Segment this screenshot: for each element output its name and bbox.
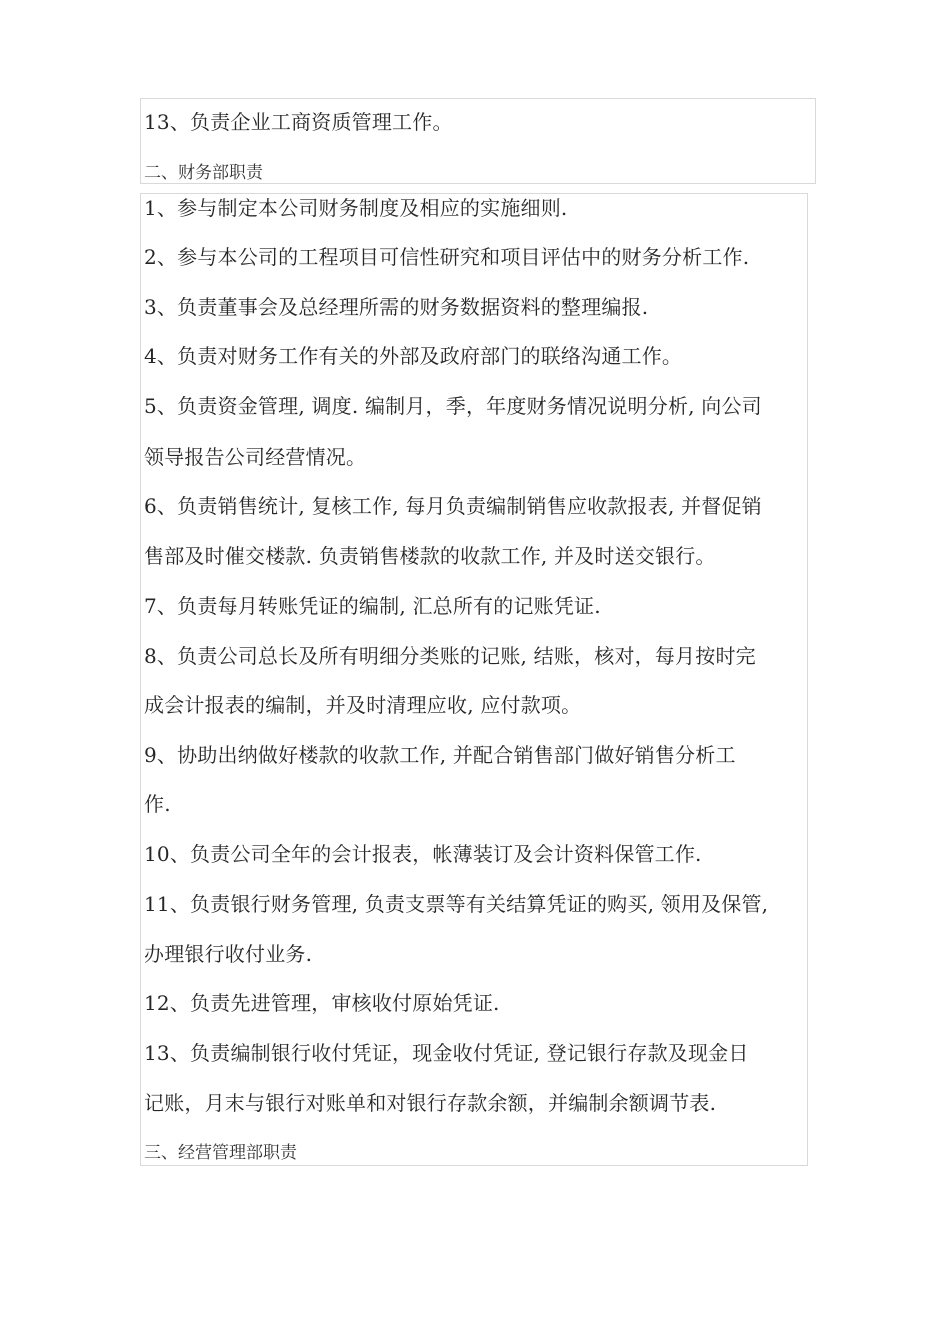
section-heading-finance: 二、财务部职责 <box>144 163 263 183</box>
duty-line: 6、负责销售统计, 复核工作, 每月负责编制销售应收款报表, 并督促销 <box>144 494 762 518</box>
duty-line: 10、负责公司全年的会计报表，帐薄装订及会计资料保管工作. <box>144 842 702 866</box>
duty-line: 成会计报表的编制，并及时清理应收, 应付款项。 <box>144 693 582 717</box>
section-heading-operations: 三、经营管理部职责 <box>144 1143 297 1163</box>
duty-line: 9、协助出纳做好楼款的收款工作, 并配合销售部门做好销售分析工 <box>144 743 736 767</box>
duty-line: 售部及时催交楼款. 负责销售楼款的收款工作, 并及时送交银行。 <box>144 544 716 568</box>
duty-line: 作. <box>144 792 171 816</box>
section-frame <box>140 193 808 1166</box>
duty-line: 13、负责编制银行收付凭证，现金收付凭证, 登记银行存款及现金日 <box>144 1041 749 1065</box>
duty-line: 2、参与本公司的工程项目可信性研究和项目评估中的财务分析工作. <box>144 245 750 269</box>
duty-line: 记账，月末与银行对账单和对银行存款余额，并编制余额调节表. <box>144 1091 717 1115</box>
duty-line: 7、负责每月转账凭证的编制, 汇总所有的记账凭证. <box>144 594 601 618</box>
duty-line: 办理银行收付业务. <box>144 942 313 966</box>
top-item-text: 13、负责企业工商资质管理工作。 <box>144 110 453 134</box>
duty-line: 1、参与制定本公司财务制度及相应的实施细则. <box>144 196 568 220</box>
duty-line: 11、负责银行财务管理, 负责支票等有关结算凭证的购买, 领用及保管, <box>144 892 769 916</box>
duty-line: 5、负责资金管理, 调度. 编制月，季，年度财务情况说明分析, 向公司 <box>144 394 762 418</box>
duty-line: 4、负责对财务工作有关的外部及政府部门的联络沟通工作。 <box>144 344 683 368</box>
duty-line: 领导报告公司经营情况。 <box>144 445 367 469</box>
duty-line: 12、负责先进管理，审核收付原始凭证. <box>144 991 500 1015</box>
duty-line: 3、负责董事会及总经理所需的财务数据资料的整理编报. <box>144 295 649 319</box>
duty-line: 8、负责公司总长及所有明细分类账的记账, 结账，核对，每月按时完 <box>144 644 756 668</box>
